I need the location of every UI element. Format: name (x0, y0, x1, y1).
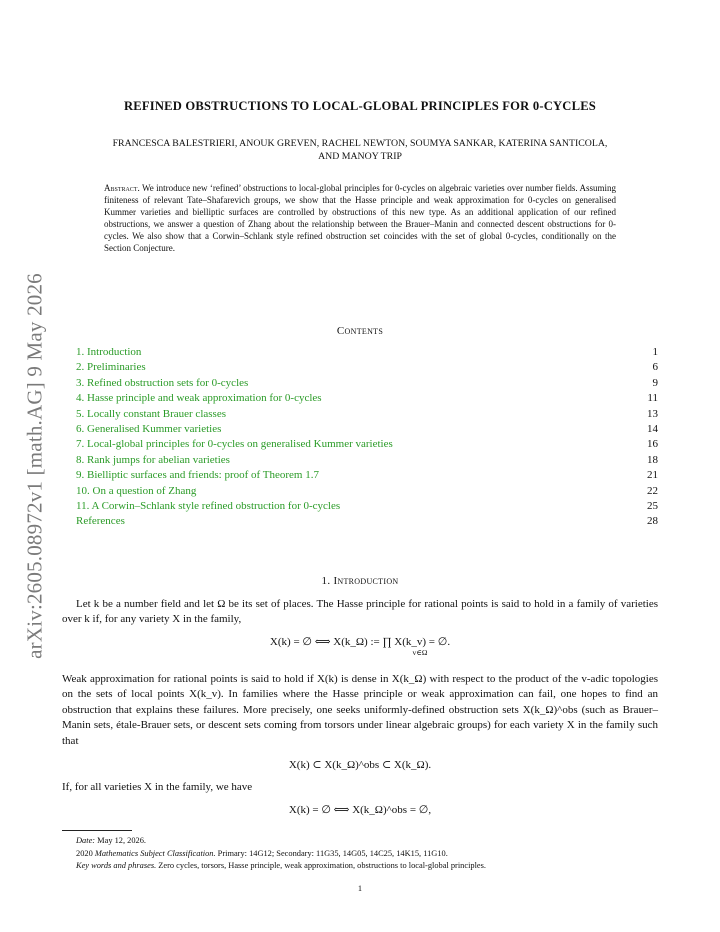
toc-page-number: 1 (652, 346, 658, 358)
toc-entry-link[interactable]: References (76, 515, 125, 528)
toc-entry[interactable] (76, 500, 658, 515)
paragraph-text: If, for all varieties X in the family, we have (62, 781, 253, 793)
equation-text: X(k) ⊂ X(k_Ω)^obs ⊂ X(k_Ω). (288, 759, 432, 771)
footnote-label: Mathematics Subject Classification. (94, 848, 216, 858)
toc-entry-link[interactable]: 10. On a question of Zhang (76, 484, 197, 497)
display-equation (0, 758, 720, 773)
abstract-label: Abstract. (104, 183, 140, 193)
toc-entry[interactable] (76, 346, 658, 361)
equation-text: X(k) = ∅ ⟺ X(k_Ω) := ∏ X(k_v) = ∅. (269, 636, 451, 648)
toc-page-number: 16 (647, 438, 658, 451)
footnote-msc (62, 848, 662, 861)
author-list (55, 138, 665, 163)
page-number: 1 (357, 884, 363, 893)
toc-page-number: 18 (647, 453, 658, 466)
toc-entry[interactable] (76, 438, 658, 453)
toc-page-number: 6 (652, 361, 658, 374)
toc-entry[interactable] (76, 454, 658, 469)
author-line-1: FRANCESCA BALESTRIERI, ANOUK GREVEN, RACHEL NEWTON, SOUMYA SANKAR, KATERINA SANTICOLA, (112, 138, 608, 149)
equation-subscript: v∈Ω (412, 648, 428, 657)
toc-entry-link[interactable]: 3. Refined obstruction sets for 0-cycles (76, 376, 249, 389)
footnote-rule (62, 830, 132, 831)
toc-entry-link[interactable]: 1. Introduction (76, 346, 142, 358)
toc-entry[interactable] (76, 469, 658, 484)
footnote-prefix: 2020 (76, 848, 93, 858)
footnote-value: May 12, 2026. (97, 836, 147, 845)
paragraph-text: Let k be a number field and let Ω be its set of places. The Hasse principle for rational points is said to hold in a family of varieties over k if, for any variety X in the family, (62, 598, 658, 626)
section-number: 1. (321, 575, 331, 587)
abstract-text: We introduce new ‘refined’ obstructions to local-global principles for 0-cycles on algebraic varieties over number fields. Assuming finiteness of relevant Tate–Shafarevich groups, we show that the Hasse principle and weak approximation for 0-cycles on generalised Kummer varieties and bielliptic surfaces are controlled by obstructions of this new type. As an additional application of our refined obstructions, we answer a question of Zhang about the relationship between the Brauer–Manin and connected descent obstructions for 0-cycles. We also show that a Corwin–Schlank style refined obstruction set coincides with the set of global 0-cycles, conditionally on the Section Conjecture. (104, 183, 616, 254)
section-title: Introduction (333, 575, 399, 587)
toc-page-number: 11 (647, 392, 658, 405)
display-equation (0, 635, 720, 657)
paragraph (62, 672, 658, 749)
toc-page-number: 25 (647, 499, 658, 512)
author-line-2: AND MANOY TRIP (318, 150, 402, 162)
arxiv-identifier-stamp: arXiv:2605.08972v1 [math.AG] 9 May 2026 (22, 273, 47, 659)
paragraph (62, 597, 658, 628)
toc-entry-link[interactable]: 2. Preliminaries (76, 361, 146, 374)
footnote-label: Key words and phrases. (76, 861, 157, 870)
toc-entry[interactable] (76, 392, 658, 407)
footnote-value: Primary: 14G12; Secondary: 11G35, 14G05, 14C25, 14K15, 11G10. (217, 848, 448, 858)
toc-entry[interactable] (76, 485, 658, 500)
toc-entry-link[interactable]: 7. Local-global principles for 0-cycles on generalised Kummer varieties (76, 438, 393, 451)
toc-entry[interactable] (76, 408, 658, 423)
toc-entry[interactable] (76, 377, 658, 392)
footnote-value: Zero cycles, torsors, Hasse principle, weak approximation, obstructions to local-global principles. (158, 861, 486, 870)
paragraph (62, 780, 658, 795)
toc-entry[interactable] (76, 515, 658, 530)
toc-entry-link[interactable]: 5. Locally constant Brauer classes (76, 407, 226, 420)
toc-entry-link[interactable]: 4. Hasse principle and weak approximation for 0-cycles (76, 392, 322, 405)
toc-entry[interactable] (76, 361, 658, 376)
contents-heading: Contents (336, 325, 384, 337)
abstract (104, 182, 616, 255)
toc-page-number: 9 (652, 376, 658, 389)
toc-entry-link[interactable]: 8. Rank jumps for abelian varieties (76, 453, 230, 466)
footnotes (62, 835, 662, 873)
footnote-keywords (62, 860, 662, 873)
toc-entry[interactable] (76, 423, 658, 438)
paper-title: REFINED OBSTRUCTIONS TO LOCAL-GLOBAL PRINCIPLES FOR 0-CYCLES (124, 99, 596, 113)
toc-page-number: 28 (647, 515, 658, 528)
footnote-label: Date: (76, 836, 96, 845)
equation-text: X(k) = ∅ ⟺ X(k_Ω)^obs = ∅, (288, 804, 432, 816)
paragraph-text: Weak approximation for rational points is said to hold if X(k) is dense in X(k_Ω) with respect to the product of the v-adic topologies on the sets of local points X(k_v). In families where the Hasse principle or weak approximation can fail, one hopes to find an obstruction that explains these failures. More precisely, one seeks uniformly-defined obstruction sets X(k_Ω)^obs (such as Brauer–Manin sets, étale-Brauer sets, or descent sets coming from torsors under linear algebraic groups) for each variety X in the family such that (62, 673, 658, 747)
toc-page-number: 22 (647, 484, 658, 497)
footnote-date (62, 835, 662, 848)
toc-entry-link[interactable]: 11. A Corwin–Schlank style refined obstruction for 0-cycles (76, 499, 341, 512)
toc-entry-link[interactable]: 9. Bielliptic surfaces and friends: proof of Theorem 1.7 (76, 469, 319, 482)
toc-page-number: 21 (647, 469, 658, 482)
section-heading (0, 575, 720, 587)
toc-page-number: 13 (647, 407, 658, 420)
toc-page-number: 14 (647, 422, 658, 435)
display-equation (0, 803, 720, 818)
toc-entry-link[interactable]: 6. Generalised Kummer varieties (76, 422, 222, 435)
table-of-contents (76, 346, 658, 531)
